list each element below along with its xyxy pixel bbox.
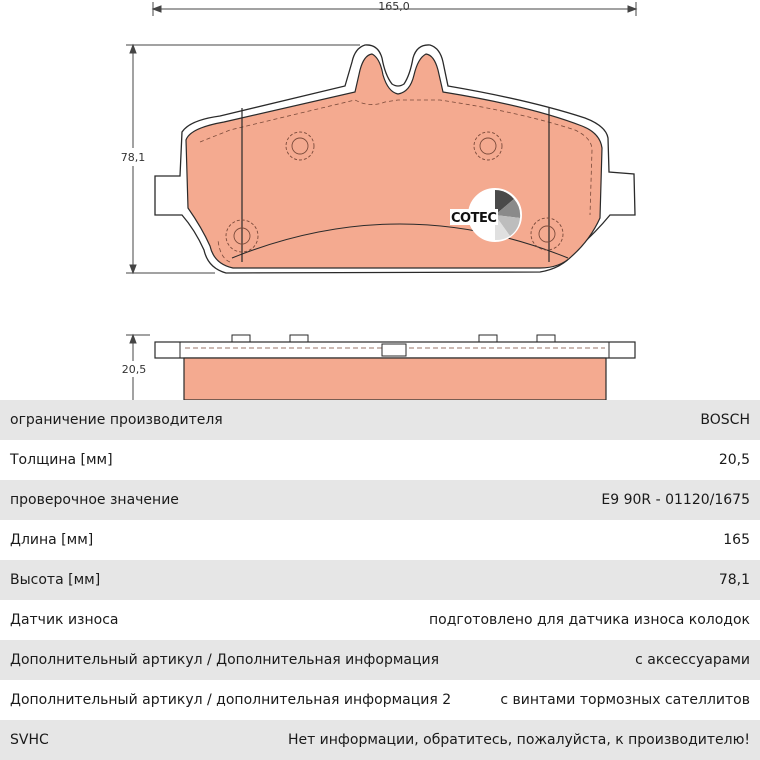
spec-value: BOSCH: [700, 412, 750, 428]
logo-text: COTEC: [451, 211, 497, 226]
spec-value: с винтами тормозных сателлитов: [500, 692, 750, 708]
spec-row-height: [0, 560, 760, 600]
width-label: 165,0: [378, 0, 410, 13]
spec-row-additional-info: [0, 640, 760, 680]
spec-row-wear-sensor: [0, 600, 760, 640]
side-friction: [184, 358, 606, 400]
spec-row-additional-info-2: [0, 680, 760, 720]
spec-row-svhc: [0, 720, 760, 760]
spec-value: Нет информации, обратитесь, пожалуйста, к производителю!: [287, 732, 750, 748]
spec-value: подготовлено для датчика износа колодок: [428, 612, 750, 628]
spec-row-manufacturer: [0, 400, 760, 440]
spec-label: Толщина [мм]: [10, 452, 113, 468]
spec-label: Дополнительный артикул / Дополнительная информация: [10, 652, 440, 668]
spec-value: 20,5: [718, 452, 750, 468]
specs-table: [0, 400, 760, 760]
spec-label: Датчик износа: [10, 612, 119, 628]
spec-value: 165: [723, 532, 750, 548]
spec-label: проверочное значение: [10, 492, 179, 508]
spec-row-test-mark: [0, 480, 760, 520]
spec-value: 78,1: [718, 572, 750, 588]
spec-row-length: [0, 520, 760, 560]
thickness-label: 20,5: [121, 363, 147, 376]
height-label: 78,1: [120, 151, 146, 164]
spec-row-thickness: [0, 440, 760, 480]
side-view: [155, 335, 635, 400]
spec-label: ограничение производителя: [10, 412, 223, 428]
spec-value: E9 90R - 01120/1675: [601, 492, 750, 508]
spec-value: с аксессуарами: [635, 652, 750, 668]
spec-label: Дополнительный артикул / дополнительная информация 2: [10, 692, 452, 708]
spec-label: SVHC: [10, 732, 49, 748]
spec-label: Длина [мм]: [10, 532, 94, 548]
spec-label: Высота [мм]: [10, 572, 101, 588]
